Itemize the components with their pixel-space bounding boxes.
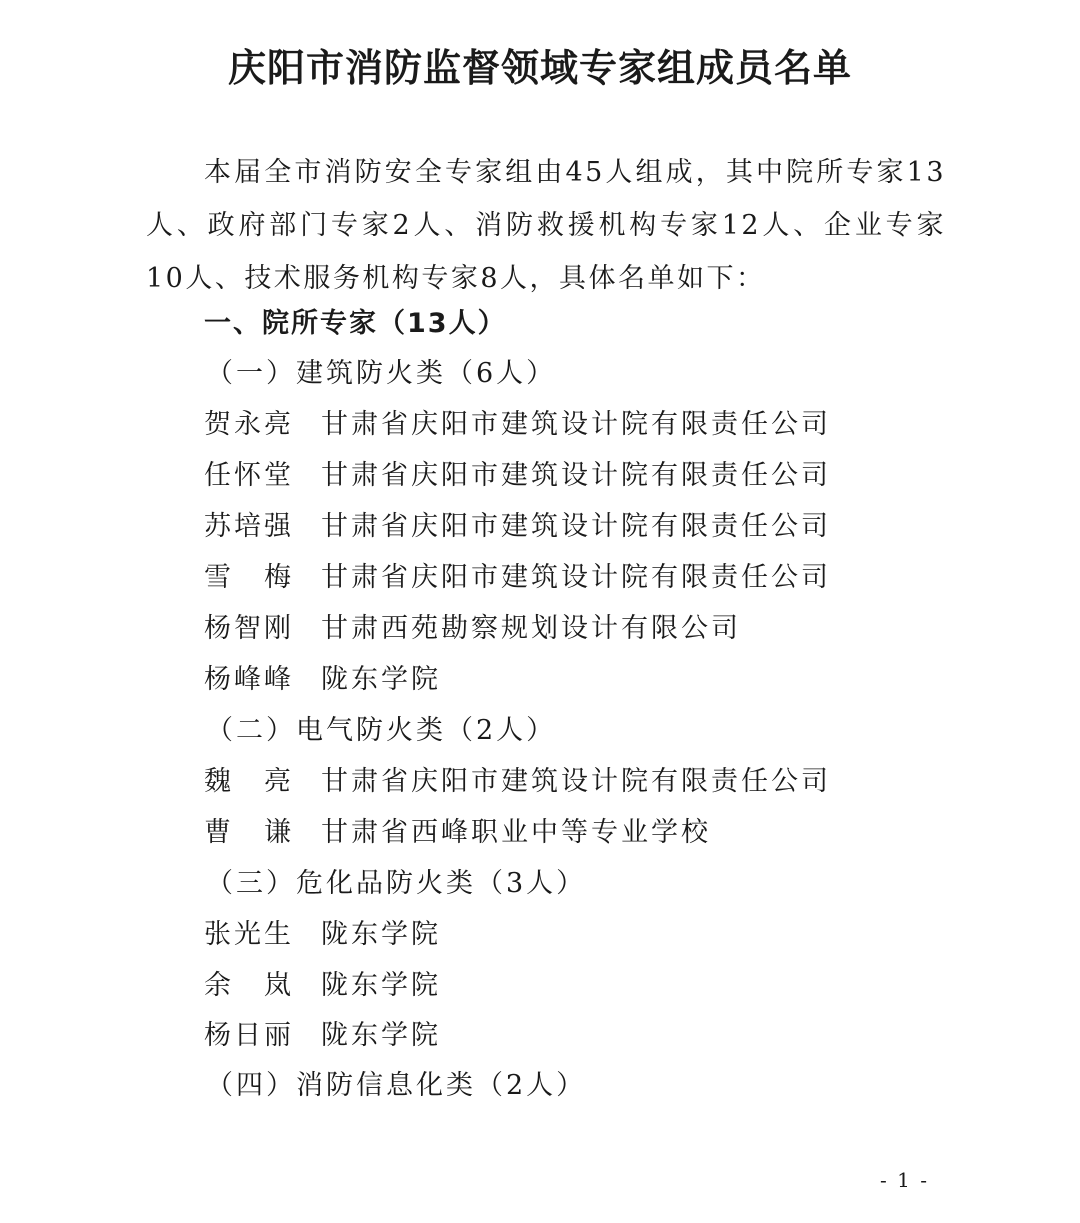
member-name: 贺永亮 (204, 409, 294, 440)
category-heading: （三）危化品防火类（3人） (206, 868, 587, 899)
member-row (204, 813, 711, 853)
member-row (204, 405, 831, 445)
member-name: 魏 亮 (204, 766, 294, 797)
member-org: 甘肃省庆阳市建筑设计院有限责任公司 (321, 460, 831, 491)
page-number: - 1 - (880, 1168, 929, 1192)
category-heading: （一）建筑防火类（6人） (206, 358, 557, 389)
member-org: 甘肃省庆阳市建筑设计院有限责任公司 (321, 766, 831, 797)
category-heading: （二）电气防火类（2人） (206, 715, 557, 746)
member-org: 甘肃西苑勘察规划设计有限公司 (321, 613, 741, 644)
member-name: 余 岚 (204, 970, 294, 1001)
member-row (204, 558, 831, 598)
member-row (204, 1016, 441, 1056)
document-title: 庆阳市消防监督领域专家组成员名单 (227, 46, 852, 90)
member-org: 甘肃省庆阳市建筑设计院有限责任公司 (321, 562, 831, 593)
member-row (204, 456, 831, 496)
member-org: 甘肃省庆阳市建筑设计院有限责任公司 (321, 409, 831, 440)
member-name: 曹 谦 (204, 817, 294, 848)
member-name: 任怀堂 (204, 460, 294, 491)
member-org: 陇东学院 (321, 664, 441, 695)
member-row (204, 966, 441, 1006)
member-org: 陇东学院 (321, 970, 441, 1001)
member-name: 张光生 (204, 919, 294, 950)
member-org: 陇东学院 (321, 919, 441, 950)
member-row (204, 762, 831, 802)
member-name: 杨智刚 (204, 613, 294, 644)
member-row (204, 507, 831, 547)
member-row (204, 660, 441, 700)
member-name: 雪 梅 (204, 562, 294, 593)
member-row (204, 915, 441, 955)
section-heading: 一、院所专家（13人） (204, 308, 507, 339)
member-name: 杨峰峰 (204, 664, 294, 695)
member-name: 苏培强 (204, 511, 294, 542)
member-row (204, 609, 741, 649)
member-org: 甘肃省西峰职业中等专业学校 (321, 817, 711, 848)
category-heading: （四）消防信息化类（2人） (206, 1070, 587, 1101)
member-name: 杨日丽 (204, 1020, 294, 1051)
intro-paragraph: 本届全市消防安全专家组由45人组成，其中院所专家13人、政府部门专家2人、消防救援机构专家12人、企业专家10人、技术服务机构专家8人，具体名单如下： (146, 157, 946, 294)
member-org: 陇东学院 (321, 1020, 441, 1051)
member-org: 甘肃省庆阳市建筑设计院有限责任公司 (321, 511, 831, 542)
